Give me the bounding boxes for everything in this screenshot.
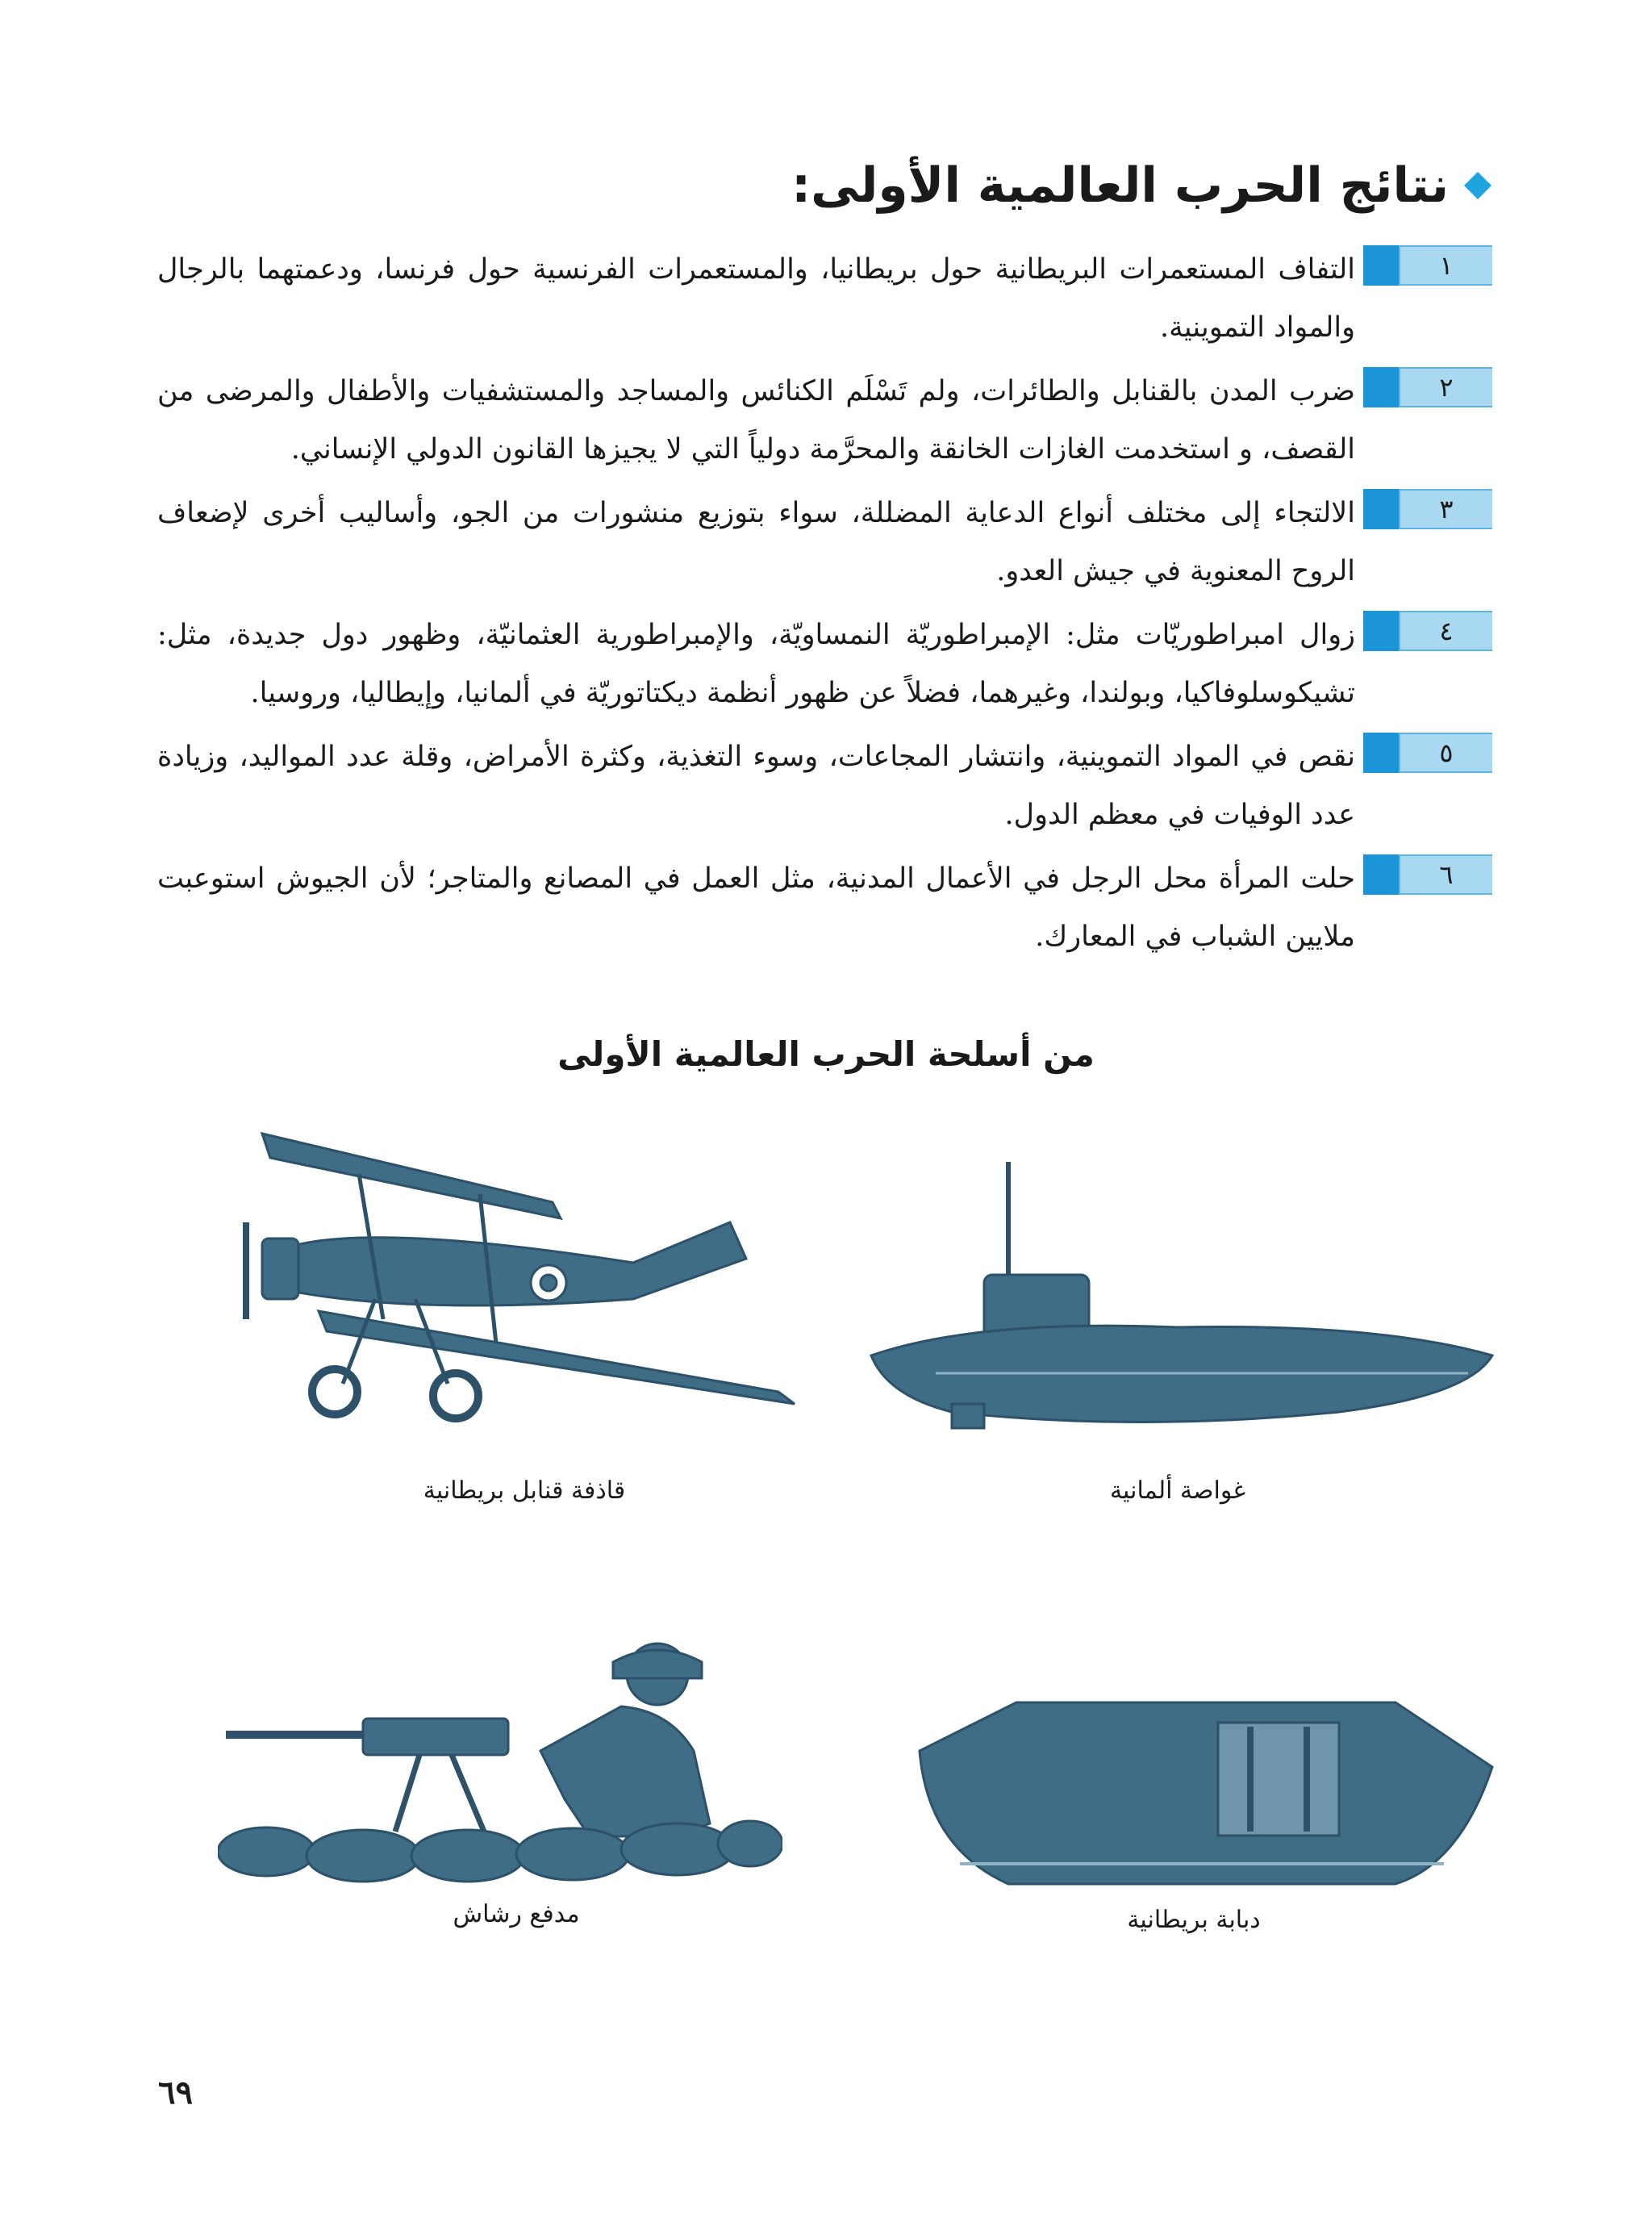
item-number: ٢ bbox=[1399, 367, 1492, 407]
submarine-illustration bbox=[855, 1154, 1500, 1444]
bomber-caption: قاذفة قنابل بريطانية bbox=[423, 1477, 626, 1505]
item-number: ١ bbox=[1399, 245, 1492, 286]
section-heading bbox=[791, 149, 1492, 222]
item-text: ضرب المدن بالقنابل والطائرات، ولم تَسْلَم الكنائس والمساجد والمستشفيات والأطفال والمرضى من القصف، و استخدمت الغازات الخانقة والمحرَّمة دولياً التي لا يجيزها القانون الدولي الإنساني. bbox=[157, 375, 1355, 466]
results-list bbox=[157, 240, 1492, 971]
item-text: الالتجاء إلى مختلف أنواع الدعاية المضللة، سواء بتوزيع منشورات من الجو، وأساليب أخرى لإضعاف الروح المعنوية في جيش العدو. bbox=[157, 497, 1355, 587]
item-number: ٤ bbox=[1399, 611, 1492, 651]
number-tag bbox=[1363, 367, 1492, 407]
list-item bbox=[157, 728, 1492, 844]
item-number: ٣ bbox=[1399, 489, 1492, 529]
tank-caption: دبابة بريطانية bbox=[1127, 1906, 1261, 1934]
number-tag bbox=[1363, 245, 1492, 286]
tank-illustration bbox=[895, 1678, 1508, 1896]
bomber-illustration bbox=[214, 1126, 811, 1448]
number-tag bbox=[1363, 733, 1492, 773]
number-tag bbox=[1363, 854, 1492, 895]
item-text: حلت المرأة محل الرجل في الأعمال المدنية، مثل العمل في المصانع والمتاجر؛ لأن الجيوش استوعبت ملايين الشباب في المعارك. bbox=[157, 863, 1355, 953]
item-number: ٦ bbox=[1399, 854, 1492, 895]
item-text: التفاف المستعمرات البريطانية حول بريطانيا، والمستعمرات الفرنسية حول فرنسا، ودعمتهما بالرجال والمواد التموينية. bbox=[157, 253, 1355, 344]
biplane-icon bbox=[214, 1126, 811, 1448]
item-number: ٥ bbox=[1399, 733, 1492, 773]
diamond-bullet-icon bbox=[1464, 172, 1491, 199]
heading-title: نتائج الحرب العالمية الأولى: bbox=[791, 157, 1449, 214]
number-tag bbox=[1363, 611, 1492, 651]
submarine-icon bbox=[855, 1154, 1500, 1444]
tank-icon bbox=[895, 1678, 1508, 1896]
list-item bbox=[157, 484, 1492, 600]
list-item bbox=[157, 362, 1492, 478]
item-text: نقص في المواد التموينية، وانتشار المجاعات، وسوء التغذية، وكثرة الأمراض، وقلة عدد المواليد، وزيادة عدد الوفيات في معظم الدول. bbox=[157, 741, 1355, 831]
machinegun-illustration bbox=[218, 1638, 782, 1896]
list-item bbox=[157, 240, 1492, 357]
machine-gun-icon bbox=[218, 1638, 782, 1896]
list-item bbox=[157, 606, 1492, 722]
weapons-title: من أسلحة الحرب العالمية الأولى bbox=[557, 1034, 1095, 1074]
item-text: زوال امبراطوريّات مثل: الإمبراطوريّة النمساويّة، والإمبراطورية العثمانيّة، وظهور دول جديدة، مثل: تشيكوسلوفاكيا، وبولندا، وغيرهما، فضلاً عن ظهور أنظمة ديكتاتوريّة في ألمانيا، وإيطاليا، وروسيا. bbox=[157, 619, 1355, 709]
list-item bbox=[157, 850, 1492, 966]
submarine-caption: غواصة ألمانية bbox=[1109, 1477, 1246, 1505]
number-tag bbox=[1363, 489, 1492, 529]
machinegun-caption: مدفع رشاش bbox=[453, 1900, 580, 1928]
page-number: ٦٩ bbox=[158, 2074, 193, 2111]
